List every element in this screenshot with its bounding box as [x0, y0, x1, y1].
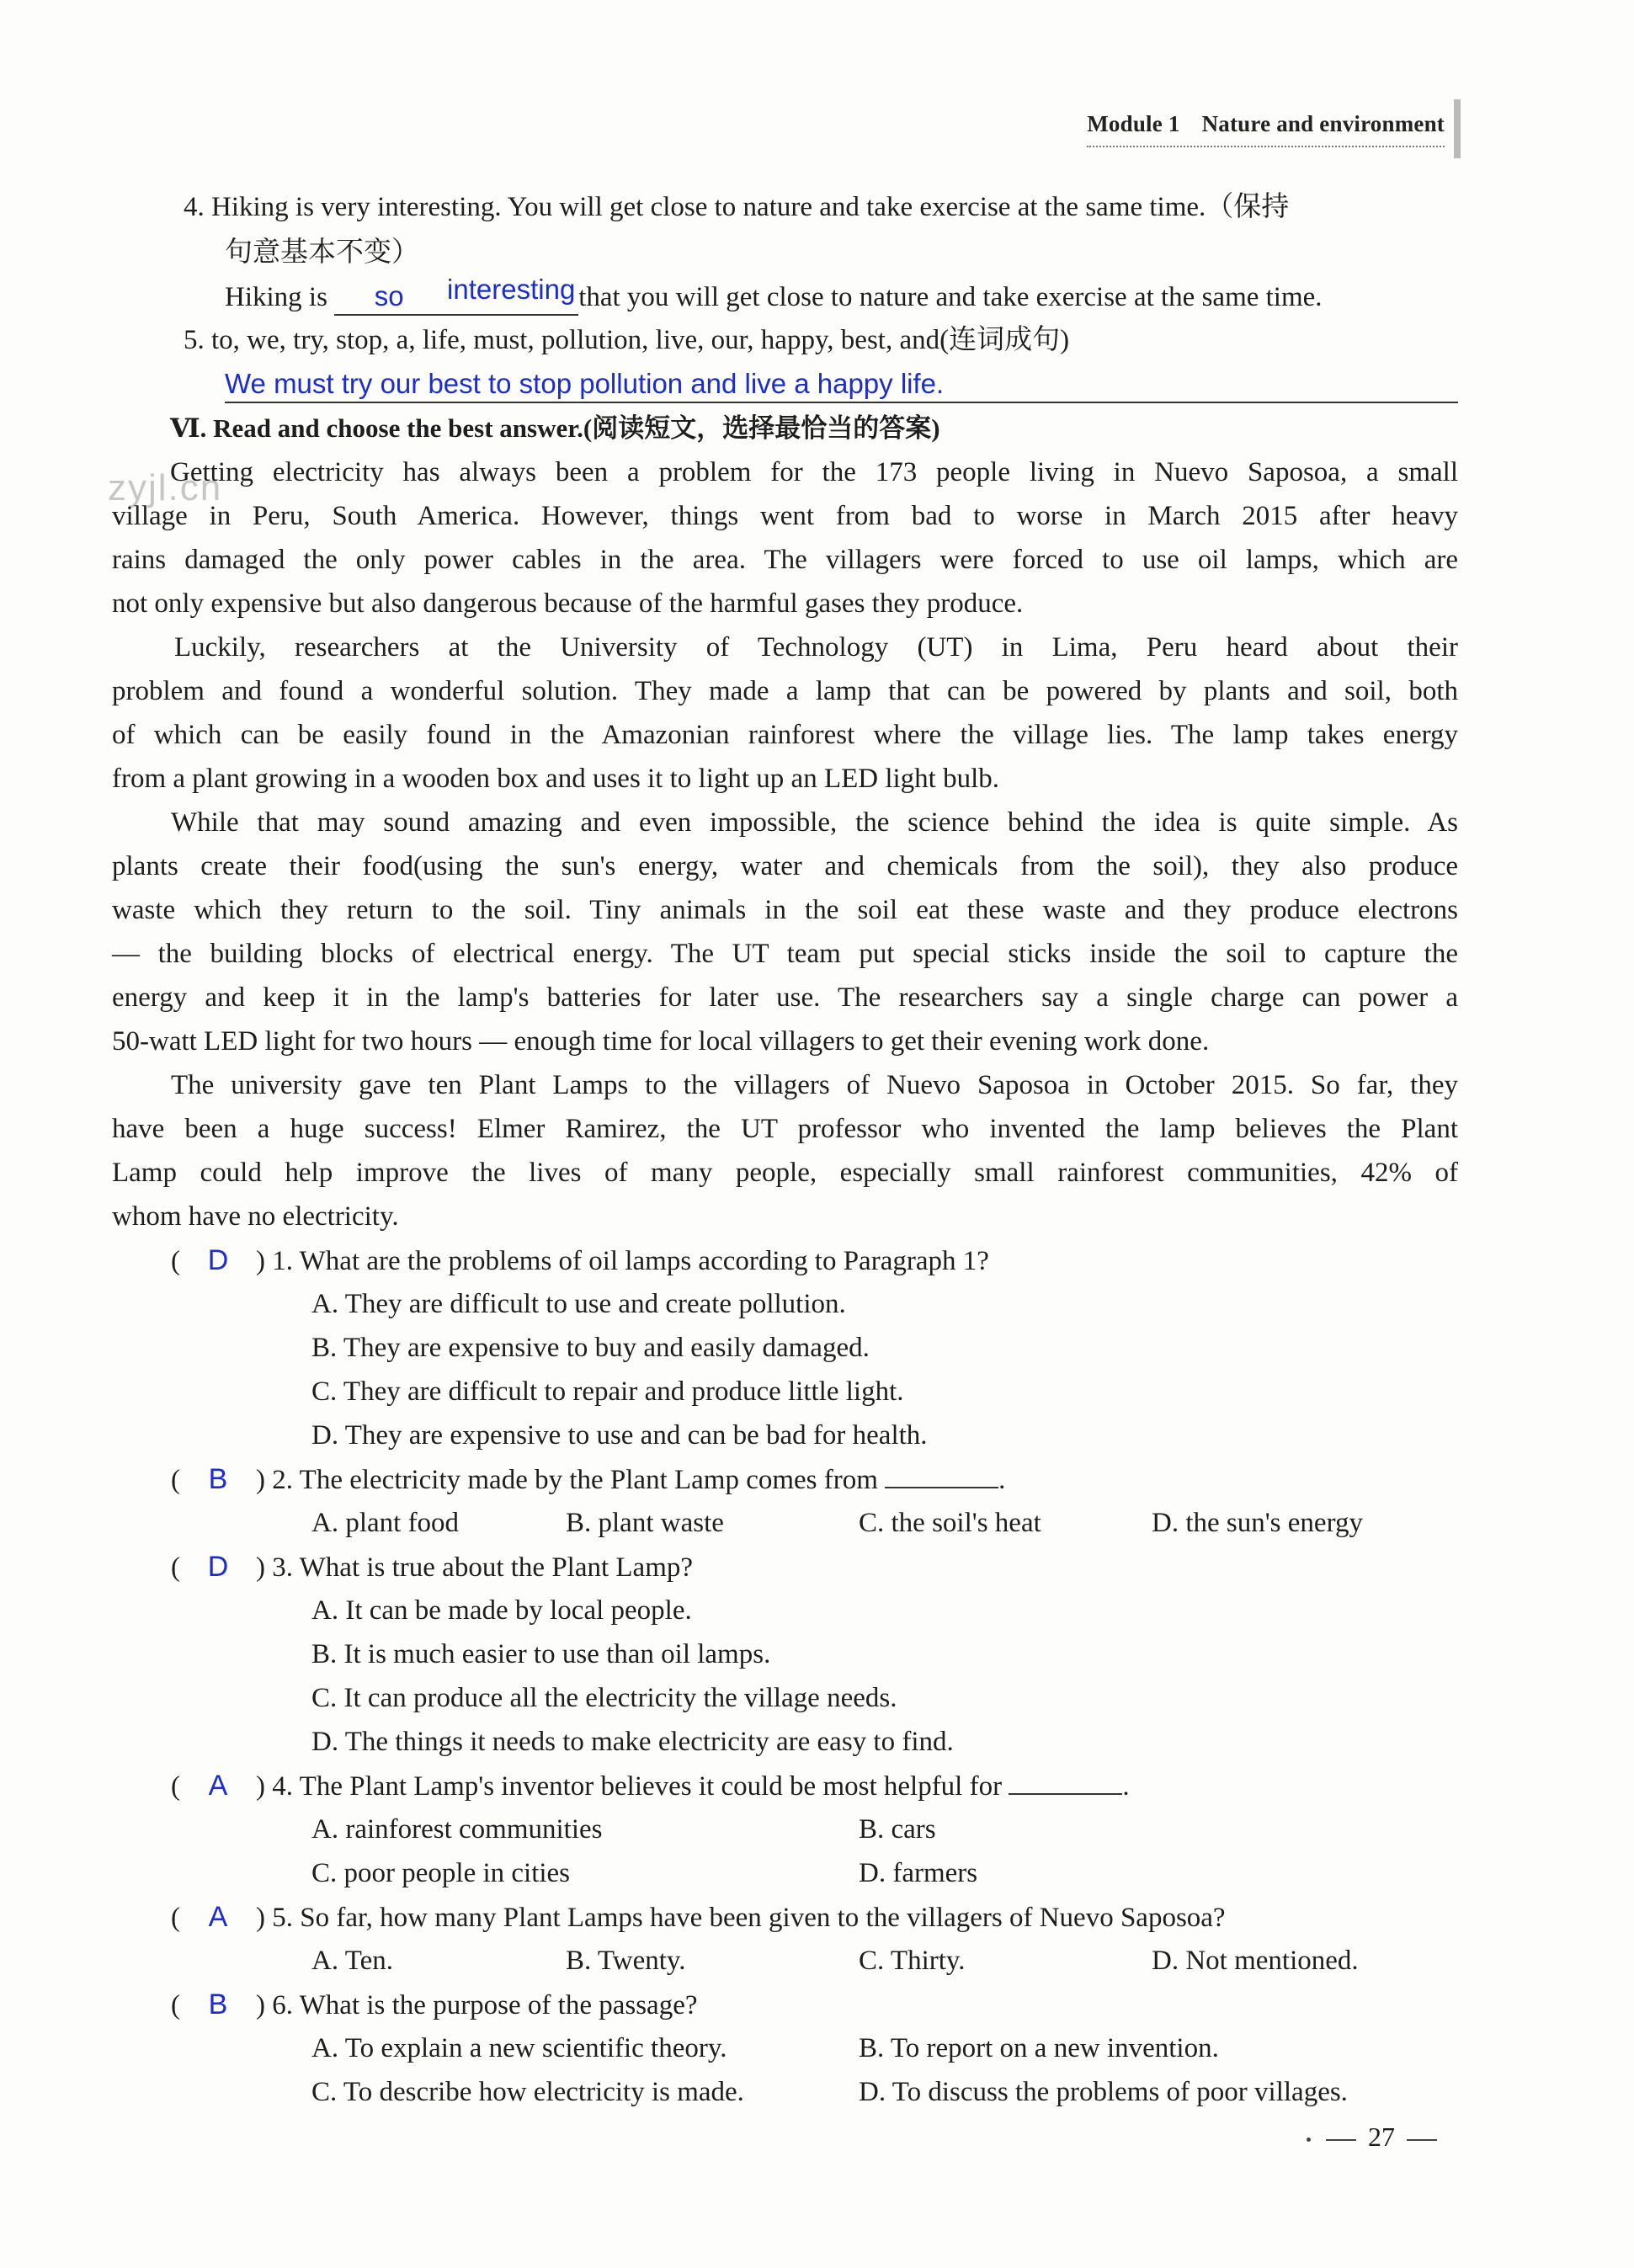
q4r-option-b: B. cars — [859, 1814, 936, 1845]
q4r-option-a: A. rainforest communities — [311, 1814, 603, 1845]
page-number — [1307, 2122, 1449, 2153]
q5r-option-a: A. Ten. — [311, 1946, 393, 1976]
q4-answer-so: so — [374, 280, 404, 311]
q1-answer: D — [207, 1244, 229, 1276]
q4-answer-line — [225, 274, 1323, 316]
question-1: ( D ) 1. What are the problems of oil lamps according to Paragraph 1? — [171, 1244, 989, 1276]
q5r-option-b: B. Twenty. — [566, 1946, 686, 1976]
passage-line: The university gave ten Plant Lamps to the villagers of Nuevo Saposoa in October 2015. So far, they — [171, 1070, 1458, 1100]
section-numeral: Ⅵ. — [170, 413, 207, 443]
q4r-stem: The Plant Lamp's inventor believes it could be most helpful for — [299, 1771, 1003, 1802]
question-5: ( A ) 5. So far, how many Plant Lamps have been given to the villagers of Nuevo Saposoa? — [171, 1901, 1226, 1933]
passage-line: — the building blocks of electrical energy. The UT team put special sticks inside the soil to capture the — [112, 939, 1458, 969]
q5r-number: 5. — [272, 1903, 293, 1933]
q6r-option-c: C. To describe how electricity is made. — [311, 2077, 744, 2107]
passage-line: While that may sound amazing and even impossible, the science behind the idea is quite simple. As — [171, 807, 1458, 838]
passage-line: whom have no electricity. — [112, 1201, 399, 1232]
header-edge-bar — [1454, 99, 1461, 158]
q3-option-d: D. The things it needs to make electricity are easy to find. — [311, 1727, 954, 1757]
module-label: Module 1 — [1087, 111, 1180, 136]
passage-line: rains damaged the only power cables in the area. The villagers were forced to use oil lamps, which are — [112, 545, 1458, 575]
passage-line: not only expensive but also dangerous because of the harmful gases they produce. — [112, 588, 1024, 619]
q6r-option-d: D. To discuss the problems of poor villages. — [859, 2077, 1348, 2107]
q4r-option-c: C. poor people in cities — [311, 1858, 571, 1888]
q4r-blank — [1009, 1793, 1122, 1795]
q3-option-c: C. It can produce all the electricity the village needs. — [311, 1683, 897, 1713]
q4-line2: 句意基本不变） — [225, 237, 419, 268]
q3-option-a: A. It can be made by local people. — [311, 1595, 692, 1626]
q2-option-a: A. plant food — [311, 1508, 460, 1538]
q3-option-b: B. It is much easier to use than oil lamps. — [311, 1639, 771, 1669]
page-number-dot — [1307, 2138, 1311, 2142]
q1-option-c: C. They are difficult to repair and produce little light. — [311, 1376, 904, 1407]
q2-answer: B — [208, 1463, 228, 1495]
q4-suffix: that you will get close to nature and take exercise at the same time. — [578, 282, 1323, 312]
q6r-number: 6. — [272, 1990, 293, 2020]
q5r-answer: A — [208, 1901, 228, 1933]
q2-option-d: D. the sun's energy — [1152, 1508, 1363, 1538]
passage-line: waste which they return to the soil. Tiny animals in the soil eat these waste and they produce electrons — [112, 895, 1458, 925]
q5r-stem: So far, how many Plant Lamps have been given to the villagers of Nuevo Saposoa? — [300, 1903, 1226, 1933]
passage-line: Luckily, researchers at the University of Technology (UT) in Lima, Peru heard about their — [174, 632, 1458, 663]
passage-line: plants create their food(using the sun's energy, water and chemicals from the soil), they also produce — [112, 851, 1458, 881]
q4-answer-interesting: interesting — [447, 274, 576, 305]
page-number-dash-left — [1326, 2139, 1356, 2141]
question-3: ( D ) 3. What is true about the Plant Lamp? — [171, 1551, 694, 1583]
passage-line: have been a huge success! Elmer Ramirez, the UT professor who invented the lamp believes the Plant — [112, 1114, 1458, 1144]
page-number-value: 27 — [1368, 2122, 1395, 2152]
q2-option-c: C. the soil's heat — [859, 1508, 1041, 1538]
q5-prompt: to, we, try, stop, a, life, must, pollution, live, our, happy, best, and(连词成句) — [211, 325, 1070, 355]
passage-line: village in Peru, South America. However, things went from bad to worse in March 2015 after heavy — [112, 501, 1458, 531]
q4-number: 4. — [184, 192, 205, 222]
q1-option-d: D. They are expensive to use and can be bad for health. — [311, 1420, 928, 1451]
q1-stem: What are the problems of oil lamps according to Paragraph 1? — [299, 1246, 989, 1276]
q4r-number: 4. — [272, 1771, 293, 1802]
q2-stem: The electricity made by the Plant Lamp comes from — [299, 1465, 878, 1495]
q3-stem: What is true about the Plant Lamp? — [299, 1552, 694, 1583]
passage-line: from a plant growing in a wooden box and uses it to light up an LED light bulb. — [112, 764, 1000, 794]
passage-line: of which can be easily found in the Amazonian rainforest where the village lies. The lamp takes energy — [112, 720, 1458, 750]
running-header — [1087, 111, 1445, 147]
q4-blank-1 — [334, 280, 444, 316]
passage-line: energy and keep it in the lamp's batteries for later use. The researchers say a single charge can power a — [112, 982, 1458, 1013]
q4-prefix: Hiking is — [225, 282, 327, 312]
section-vi-title — [170, 412, 940, 445]
q5-line — [184, 323, 1069, 357]
q4-prompt: Hiking is very interesting. You will get close to nature and take exercise at the same time.（保持 — [211, 192, 1290, 222]
q5r-option-c: C. Thirty. — [859, 1946, 966, 1976]
section-instruction: Read and choose the best answer.(阅读短文，选择最恰当的答案) — [213, 413, 940, 443]
q2-option-b: B. plant waste — [566, 1508, 724, 1538]
passage-line: Getting electricity has always been a problem for the 173 people living in Nuevo Saposoa, a small — [170, 457, 1458, 487]
q6r-option-a: A. To explain a new scientific theory. — [311, 2033, 727, 2063]
passage-line: Lamp could help improve the lives of many people, especially small rainforest communities, 42% of — [112, 1158, 1458, 1188]
module-title: Nature and environment — [1201, 111, 1445, 136]
q5-answer-line — [225, 367, 1458, 403]
question-6: ( B ) 6. What is the purpose of the passage? — [171, 1988, 698, 2020]
passage-line: problem and found a wonderful solution. They made a lamp that can be powered by plants and soil, both — [112, 676, 1458, 706]
question-4: ( A ) 4. The Plant Lamp's inventor believes it could be most helpful for . — [171, 1770, 1130, 1802]
watermark: zyjl.cn — [108, 467, 223, 508]
q5r-option-d: D. Not mentioned. — [1152, 1946, 1359, 1976]
q5-number: 5. — [184, 325, 205, 355]
passage-line: 50-watt LED light for two hours — enough time for local villagers to get their evening work done. — [112, 1026, 1210, 1057]
q4-line1 — [184, 190, 1289, 224]
q3-number: 3. — [272, 1552, 293, 1583]
q1-option-b: B. They are expensive to buy and easily damaged. — [311, 1333, 870, 1363]
q1-option-a: A. They are difficult to use and create pollution. — [311, 1289, 846, 1319]
q2-blank — [885, 1487, 998, 1488]
q4r-answer: A — [208, 1770, 228, 1802]
question-2: ( B ) 2. The electricity made by the Plant Lamp comes from . — [171, 1463, 1006, 1495]
q6r-option-b: B. To report on a new invention. — [859, 2033, 1219, 2063]
q5-answer: We must try our best to stop pollution and live a happy life. — [225, 368, 945, 399]
q6r-answer: B — [208, 1988, 228, 2020]
q1-number: 1. — [272, 1246, 293, 1276]
q6r-stem: What is the purpose of the passage? — [299, 1990, 698, 2020]
q4-blank-2 — [444, 274, 578, 316]
q4r-option-d: D. farmers — [859, 1858, 978, 1888]
page-number-dash-right — [1407, 2139, 1437, 2141]
q2-number: 2. — [272, 1465, 293, 1495]
q3-answer: D — [207, 1551, 229, 1583]
